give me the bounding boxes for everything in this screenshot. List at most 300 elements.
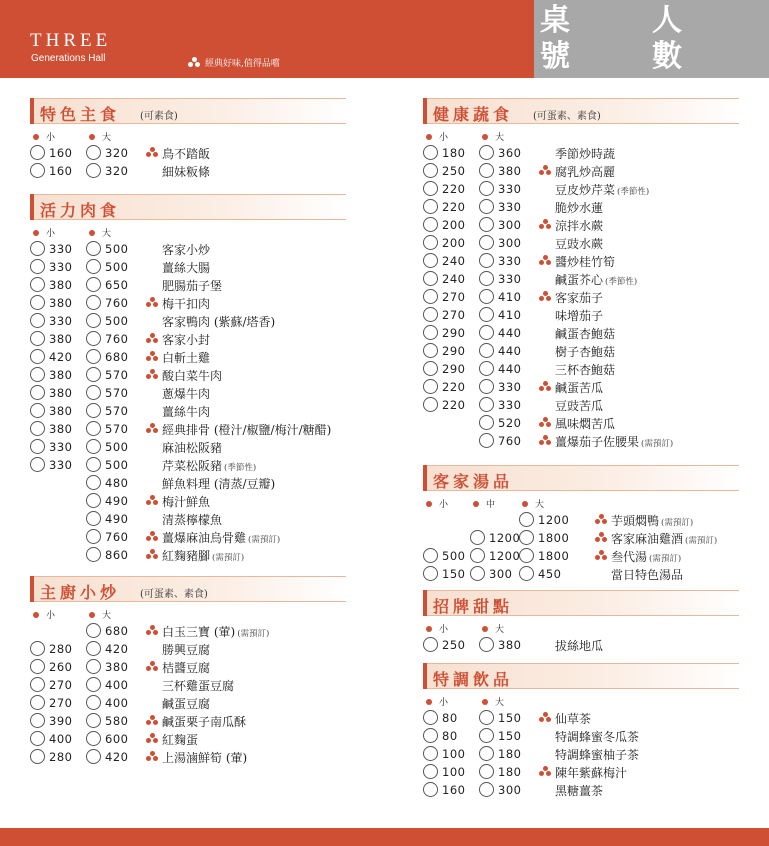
price-option[interactable] [423,637,465,652]
size-label-text: 小 [439,133,449,143]
order-checkbox[interactable] [30,277,45,292]
order-checkbox[interactable] [423,637,438,652]
dish-tag: (需預訂) [685,536,718,546]
dish-name: 味增茄子 [555,309,604,323]
price-option[interactable] [86,695,128,710]
price-option[interactable] [30,731,72,746]
price-option[interactable] [86,547,128,562]
price-option[interactable] [423,253,465,268]
price-option[interactable] [423,325,465,340]
order-checkbox[interactable] [86,547,101,562]
order-checkbox[interactable] [423,325,438,340]
order-checkbox[interactable] [423,145,438,160]
size-header-row [423,130,739,144]
order-checkbox[interactable] [30,163,45,178]
price-option[interactable] [479,433,521,448]
price-option[interactable] [30,313,72,328]
price-option[interactable] [30,385,72,400]
price-option[interactable] [86,493,128,508]
price-value: 290 [442,325,466,340]
price-value: 270 [49,677,73,692]
dish-name: 涼拌水蕨 [555,219,604,233]
order-checkbox[interactable] [30,385,45,400]
order-checkbox[interactable] [86,457,101,472]
order-checkbox[interactable] [423,397,438,412]
price-option[interactable] [30,439,72,454]
price-option[interactable] [86,367,128,382]
price-option[interactable] [30,241,72,256]
price-option[interactable] [423,397,465,412]
price-option[interactable] [479,343,521,358]
price-value: 860 [105,547,129,562]
size-label-text: 大 [495,133,505,143]
size-dot-icon [426,699,432,705]
price-value: 410 [498,307,522,322]
order-checkbox[interactable] [86,385,101,400]
price-value: 420 [49,349,73,364]
price-option[interactable] [479,163,521,178]
order-checkbox[interactable] [470,566,485,581]
order-checkbox[interactable] [30,295,45,310]
order-checkbox[interactable] [86,295,101,310]
price-option[interactable] [86,145,128,160]
size-label [482,622,504,635]
menu-item [30,694,346,712]
price-option[interactable] [479,361,521,376]
order-checkbox[interactable] [86,313,101,328]
dish-name: 仙草茶 [555,712,592,726]
recommended-icon [595,550,607,561]
dish-name: 客家小封 [162,333,211,347]
order-checkbox[interactable] [470,530,485,545]
order-checkbox[interactable] [86,731,101,746]
order-checkbox[interactable] [423,710,438,725]
order-checkbox[interactable] [423,764,438,779]
price-option[interactable] [519,548,569,563]
price-option[interactable] [30,295,72,310]
order-checkbox[interactable] [423,566,438,581]
section-title: 特色主食 [40,105,121,124]
price-option[interactable] [423,199,465,214]
order-checkbox[interactable] [423,271,438,286]
price-option[interactable] [86,457,128,472]
price-option[interactable] [479,728,521,743]
menu-item [423,252,739,270]
dish-name: 桔醬豆腐 [162,661,211,675]
order-checkbox[interactable] [479,397,494,412]
menu-item [30,348,346,366]
order-checkbox[interactable] [86,695,101,710]
price-value: 180 [442,145,466,160]
order-checkbox[interactable] [423,782,438,797]
order-checkbox[interactable] [30,313,45,328]
order-checkbox[interactable] [30,421,45,436]
section-title: 活力肉食 [40,201,121,220]
order-checkbox[interactable] [519,530,534,545]
price-option[interactable] [519,512,569,527]
price-option[interactable] [479,307,521,322]
order-checkbox[interactable] [86,367,101,382]
order-checkbox[interactable] [30,403,45,418]
order-checkbox[interactable] [423,361,438,376]
order-checkbox[interactable] [30,713,45,728]
dish-name: 腐乳炒高麗 [555,165,616,179]
price-option[interactable] [423,728,458,743]
order-checkbox[interactable] [30,331,45,346]
recommended-icon [595,532,607,543]
price-option[interactable] [479,415,521,430]
dish-name: 薑絲牛肉 [162,405,211,419]
price-option[interactable] [30,695,72,710]
menu-item [423,636,739,654]
order-checkbox[interactable] [86,349,101,364]
dish-name: 薑爆麻油烏骨雞 (需預訂) [162,531,281,545]
price-option[interactable] [86,241,128,256]
order-checkbox[interactable] [423,181,438,196]
price-option[interactable] [86,259,128,274]
price-option[interactable] [86,331,128,346]
slogan-text: 經典好味,值得品嚐 [205,59,280,69]
price-option[interactable] [86,313,128,328]
price-option[interactable] [86,439,128,454]
price-value: 330 [498,271,522,286]
price-option[interactable] [423,746,465,761]
order-checkbox[interactable] [30,641,45,656]
order-checkbox[interactable] [86,677,101,692]
price-option[interactable] [86,163,128,178]
price-value: 220 [442,397,466,412]
recommended-icon [146,549,158,560]
order-checkbox[interactable] [30,241,45,256]
price-option[interactable] [423,566,465,581]
price-value: 570 [105,385,129,400]
order-checkbox[interactable] [479,289,494,304]
table-label-char: 號 [540,39,570,74]
price-option[interactable] [30,277,72,292]
order-checkbox[interactable] [479,746,494,761]
menu-item [30,258,346,276]
section-title: 特調飲品 [433,670,514,689]
recommended-icon [146,369,158,380]
order-checkbox[interactable] [86,163,101,178]
price-option[interactable] [423,235,465,250]
order-checkbox[interactable] [479,307,494,322]
price-option[interactable] [30,457,72,472]
order-checkbox[interactable] [470,548,485,563]
price-option[interactable] [423,343,465,358]
order-checkbox[interactable] [86,439,101,454]
price-option[interactable] [479,746,521,761]
order-checkbox[interactable] [86,403,101,418]
price-option[interactable] [479,199,521,214]
price-option[interactable] [470,530,520,545]
menu-item [423,234,739,252]
price-value: 280 [49,641,73,656]
price-option[interactable] [30,349,72,364]
order-checkbox[interactable] [479,325,494,340]
order-checkbox[interactable] [479,163,494,178]
price-option[interactable] [479,325,521,340]
price-value: 330 [49,439,73,454]
order-checkbox[interactable] [423,728,438,743]
people-label-char: 人 [652,3,682,38]
price-option[interactable] [423,271,465,286]
price-option[interactable] [30,641,72,656]
order-checkbox[interactable] [423,163,438,178]
recommended-icon [146,333,158,344]
order-checkbox[interactable] [30,731,45,746]
price-value: 100 [442,746,466,761]
order-checkbox[interactable] [479,433,494,448]
price-option[interactable] [86,659,128,674]
price-option[interactable] [470,566,512,581]
order-checkbox[interactable] [479,637,494,652]
order-checkbox[interactable] [86,713,101,728]
order-checkbox[interactable] [30,677,45,692]
price-option[interactable] [30,403,72,418]
size-label-text: 大 [495,698,505,708]
order-checkbox[interactable] [86,241,101,256]
order-checkbox[interactable] [479,145,494,160]
order-checkbox[interactable] [86,259,101,274]
price-option[interactable] [479,397,521,412]
price-value: 360 [498,145,522,160]
price-option[interactable] [86,511,128,526]
price-value: 380 [498,163,522,178]
size-dot-icon [33,612,39,618]
order-checkbox[interactable] [479,379,494,394]
dish-name: 紅麴蛋 [162,733,199,747]
price-value: 570 [105,403,129,418]
order-checkbox[interactable] [479,361,494,376]
order-checkbox[interactable] [86,529,101,544]
order-checkbox[interactable] [519,566,534,581]
order-checkbox[interactable] [479,710,494,725]
recommended-icon [146,147,158,158]
order-checkbox[interactable] [86,421,101,436]
price-option[interactable] [30,259,72,274]
menu-item [30,144,346,162]
price-option[interactable] [86,385,128,400]
recommended-icon [146,751,158,762]
order-checkbox[interactable] [423,199,438,214]
price-value: 150 [498,728,522,743]
price-option[interactable] [30,749,72,764]
menu-header [0,0,534,78]
price-option[interactable] [86,295,128,310]
order-checkbox[interactable] [86,511,101,526]
menu-section-drinks [423,663,739,799]
price-value: 650 [105,277,129,292]
order-checkbox[interactable] [86,659,101,674]
order-checkbox[interactable] [519,512,534,527]
price-option[interactable] [470,548,520,563]
section-header [30,98,346,124]
price-option[interactable] [479,289,521,304]
price-option[interactable] [479,253,521,268]
order-checkbox[interactable] [479,415,494,430]
price-option[interactable] [86,623,128,638]
price-option[interactable] [30,713,72,728]
dish-name: 客家麻油雞酒 (需預訂) [611,532,718,546]
price-value: 380 [498,637,522,652]
brand-name: THREE [30,30,112,51]
menu-item [423,745,739,763]
order-checkbox[interactable] [423,217,438,232]
order-checkbox[interactable] [86,749,101,764]
price-option[interactable] [423,548,465,563]
order-checkbox[interactable] [86,493,101,508]
price-value: 380 [49,385,73,400]
price-value: 420 [105,749,129,764]
price-option[interactable] [86,403,128,418]
order-checkbox[interactable] [86,475,101,490]
order-checkbox[interactable] [423,746,438,761]
price-option[interactable] [479,235,521,250]
price-option[interactable] [423,782,465,797]
menu-item [423,529,739,547]
price-option[interactable] [423,289,465,304]
dish-name: 梅汁鮮魚 [162,495,211,509]
price-option[interactable] [30,421,72,436]
dish-name: 經典排骨 (橙汁/椒鹽/梅汁/糖醋) [162,423,332,437]
price-value: 760 [105,331,129,346]
price-option[interactable] [86,421,128,436]
dish-name: 鹹蛋杏鮑菇 [555,327,616,341]
price-option[interactable] [423,710,458,725]
price-option[interactable] [30,163,72,178]
price-option[interactable] [86,349,128,364]
price-option[interactable] [479,637,521,652]
order-checkbox[interactable] [519,548,534,563]
dish-name: 白斬土雞 [162,351,211,365]
menu-item [30,438,346,456]
order-checkbox[interactable] [479,271,494,286]
price-value: 760 [105,295,129,310]
price-value: 410 [498,289,522,304]
order-checkbox[interactable] [479,235,494,250]
price-option[interactable] [86,677,128,692]
order-checkbox[interactable] [423,343,438,358]
order-checkbox[interactable] [30,367,45,382]
dish-name: 鳥不踏飯 [162,147,211,161]
order-checkbox[interactable] [30,457,45,472]
order-checkbox[interactable] [86,145,101,160]
recommended-icon [539,381,551,392]
dish-name: 麻油松阪豬 [162,441,223,455]
price-value: 150 [442,566,466,581]
order-checkbox[interactable] [479,764,494,779]
section-header [423,590,739,616]
order-checkbox[interactable] [423,289,438,304]
price-option[interactable] [479,710,521,725]
order-checkbox[interactable] [86,641,101,656]
price-option[interactable] [423,181,465,196]
dish-name: 拔絲地瓜 [555,639,604,653]
order-checkbox[interactable] [30,349,45,364]
menu-item [423,763,739,781]
order-checkbox[interactable] [423,548,438,563]
order-checkbox[interactable] [423,307,438,322]
dish-name: 季節炒時蔬 [555,147,616,161]
price-option[interactable] [423,217,465,232]
price-option[interactable] [30,659,72,674]
price-option[interactable] [86,731,128,746]
order-checkbox[interactable] [30,659,45,674]
menu-item [423,378,739,396]
price-option[interactable] [86,529,128,544]
recommended-icon [539,219,551,230]
order-checkbox[interactable] [30,749,45,764]
price-option[interactable] [423,764,465,779]
order-checkbox[interactable] [30,145,45,160]
price-option[interactable] [479,145,521,160]
order-checkbox[interactable] [86,623,101,638]
price-option[interactable] [423,163,465,178]
price-option[interactable] [479,782,521,797]
price-option[interactable] [86,277,128,292]
menu-section-hakka-soups [423,465,739,583]
order-checkbox[interactable] [479,199,494,214]
price-option[interactable] [479,181,521,196]
order-checkbox[interactable] [479,181,494,196]
order-checkbox[interactable] [86,277,101,292]
order-checkbox[interactable] [479,217,494,232]
order-checkbox[interactable] [479,253,494,268]
order-checkbox[interactable] [423,379,438,394]
price-option[interactable] [423,307,465,322]
order-checkbox[interactable] [423,235,438,250]
order-checkbox[interactable] [86,331,101,346]
price-option[interactable] [479,379,521,394]
dish-tag: (需預訂) [641,439,674,449]
order-checkbox[interactable] [479,782,494,797]
price-value: 260 [49,659,73,674]
price-option[interactable] [30,677,72,692]
dish-name: 鹹蛋苦瓜 [555,381,604,395]
dish-name: 芋頭燜鴨 (需預訂) [611,514,694,528]
price-option[interactable] [86,475,128,490]
price-option[interactable] [30,331,72,346]
order-checkbox[interactable] [479,728,494,743]
price-option[interactable] [423,145,465,160]
price-option[interactable] [86,713,128,728]
menu-item [30,456,346,474]
dish-name: 細妹粄條 [162,165,211,179]
price-option[interactable] [423,361,465,376]
price-value: 280 [49,749,73,764]
order-checkbox[interactable] [423,253,438,268]
dish-tag: (需預訂) [661,518,694,528]
price-option[interactable] [479,271,521,286]
price-option[interactable] [30,145,72,160]
size-label-text: 小 [439,625,449,635]
price-option[interactable] [86,749,128,764]
dish-tag: (季節性) [224,463,257,473]
price-value: 400 [105,695,129,710]
order-checkbox[interactable] [30,259,45,274]
order-checkbox[interactable] [479,343,494,358]
price-option[interactable] [479,217,521,232]
order-checkbox[interactable] [30,439,45,454]
order-checkbox[interactable] [30,695,45,710]
price-option[interactable] [519,530,569,545]
price-option[interactable] [519,566,561,581]
price-option[interactable] [423,379,465,394]
price-option[interactable] [30,367,72,382]
price-option[interactable] [86,641,128,656]
price-option[interactable] [479,764,521,779]
